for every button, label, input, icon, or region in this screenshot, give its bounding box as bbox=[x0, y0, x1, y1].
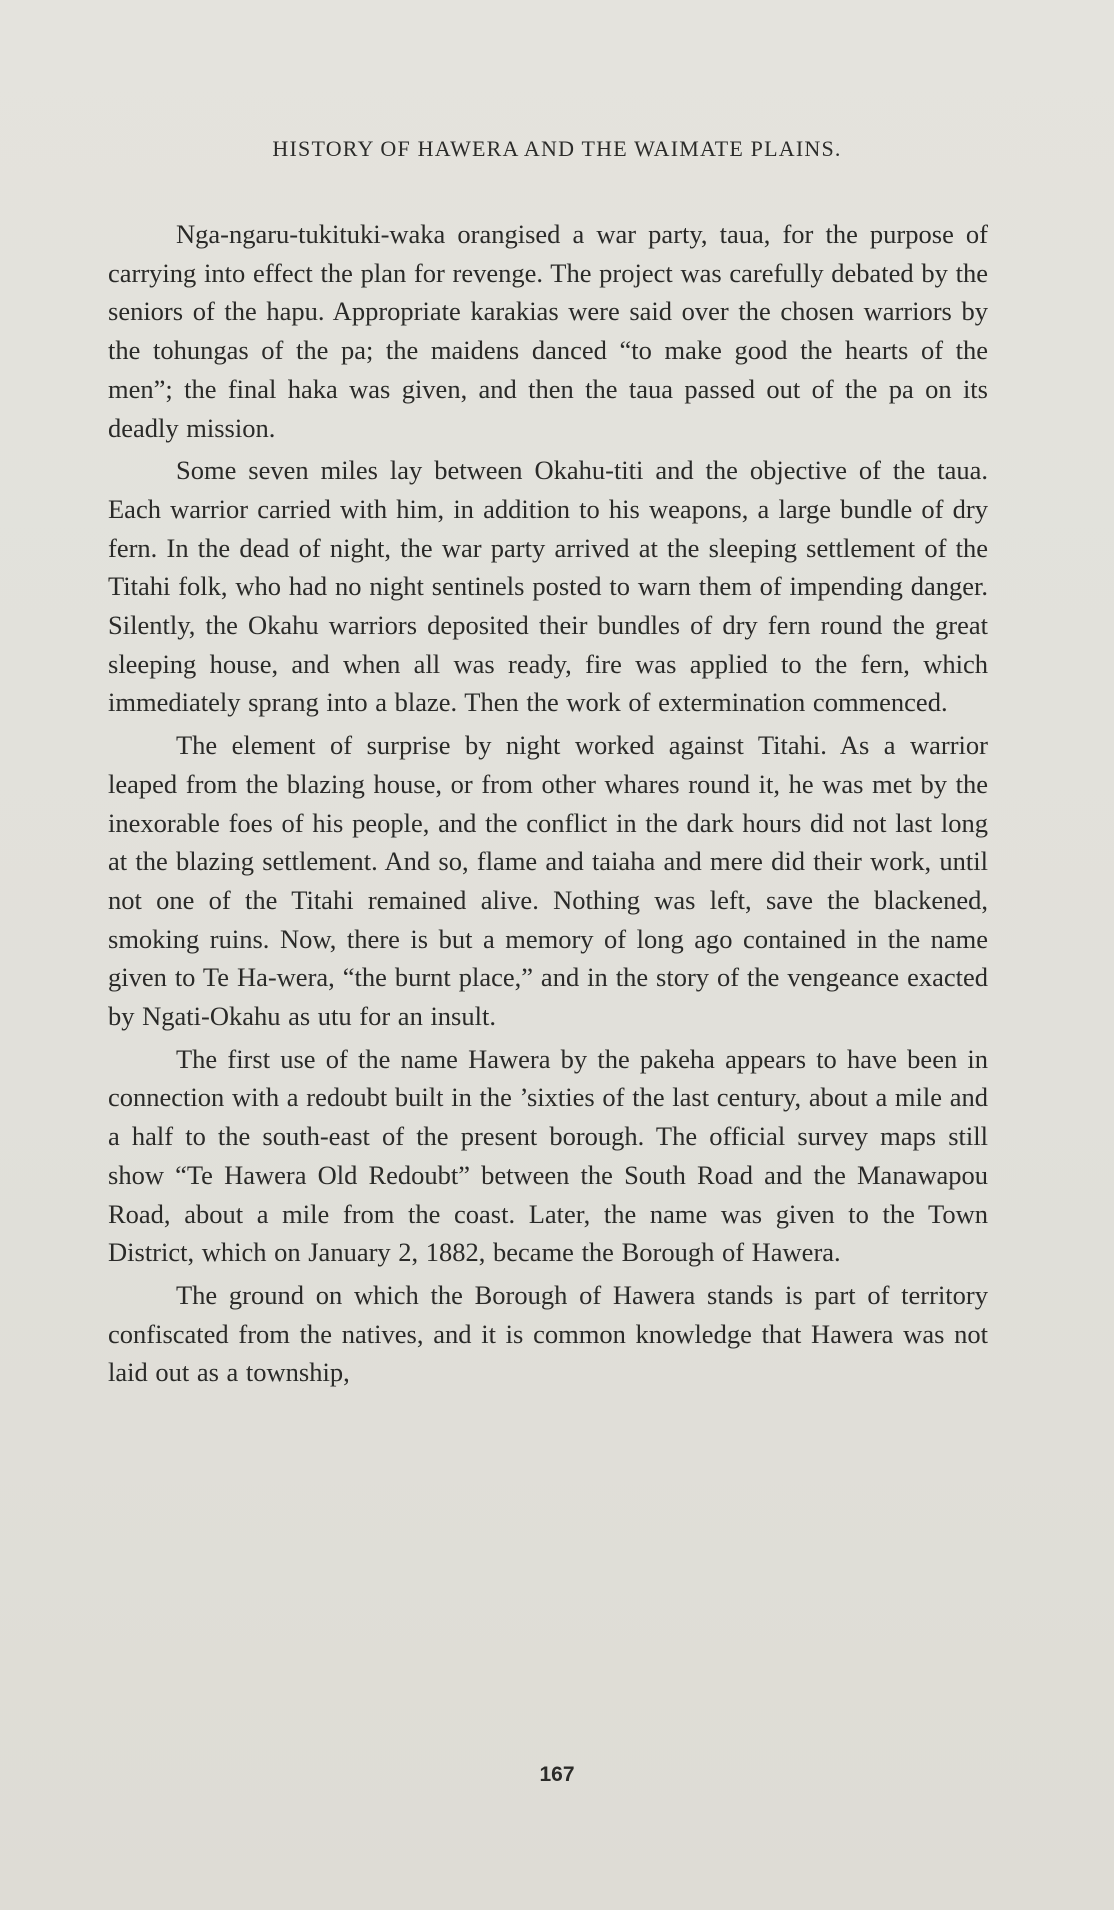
body-text bbox=[108, 215, 988, 1392]
page-number: 167 bbox=[539, 1763, 575, 1786]
paragraph-night-raid: Some seven miles lay between Okahu-titi and the objective of the taua. Each warrior carried with him, in addition to his weapons, a large bundle of dry fern. In the dead of night, the war party arrived at the sleeping settlement of the Titahi folk, who had no night sentinels posted to warn them of impending danger. Silently, the Okahu warriors deposited their bundles of dry fern round the great sleeping house, and when all was ready, fire was applied to the fern, which immediately sprang into a blaze. Then the work of extermination commenced. bbox=[108, 455, 988, 718]
paragraph-surprise-attack: The element of surprise by night worked against Titahi. As a warrior leaped from the blazing house, or from other whares round it, he was met by the inexorable foes of his people, and the conflict in the dark hours did not last long at the blazing settlement. And so, flame and taiaha and mere did their work, until not one of the Titahi remained alive. Nothing was left, save the blackened, smoking ruins. Now, there is but a memory of long ago contained in the name given to Te Ha-wera, “the burnt place,” and in the story of the vengeance exacted by Ngati-Okahu as utu for an insult. bbox=[108, 730, 988, 1032]
paragraph-borough-ground: The ground on which the Borough of Hawera stands is part of territory confiscated from the natives, and it is common knowledge that Hawera was not laid out as a township, bbox=[108, 1279, 988, 1388]
paragraph-war-party: Nga-ngaru-tukituki-waka orangised a war party, taua, for the purpose of carrying into effect the plan for revenge. The project was carefully debated by the seniors of the hapu. Appropriate karakias were said over the chosen warriors by the tohungas of the pa; the maidens danced “to make good the hearts of the men”; the final haka was given, and then the taua passed out of the pa on its deadly mission. bbox=[108, 219, 988, 443]
running-header: HISTORY OF HAWERA AND THE WAIMATE PLAINS. bbox=[272, 136, 842, 161]
paragraph-name-origin: The first use of the name Hawera by the pakeha appears to have been in connection with a redoubt built in the ’sixties of the last century, about a mile and a half to the south-east of the present borough. The official survey maps still show “Te Hawera Old Redoubt” between the South Road and the Manawapou Road, about a mile from the coast. Later, the name was given to the Town District, which on January 2, 1882, became the Borough of Hawera. bbox=[108, 1043, 988, 1268]
